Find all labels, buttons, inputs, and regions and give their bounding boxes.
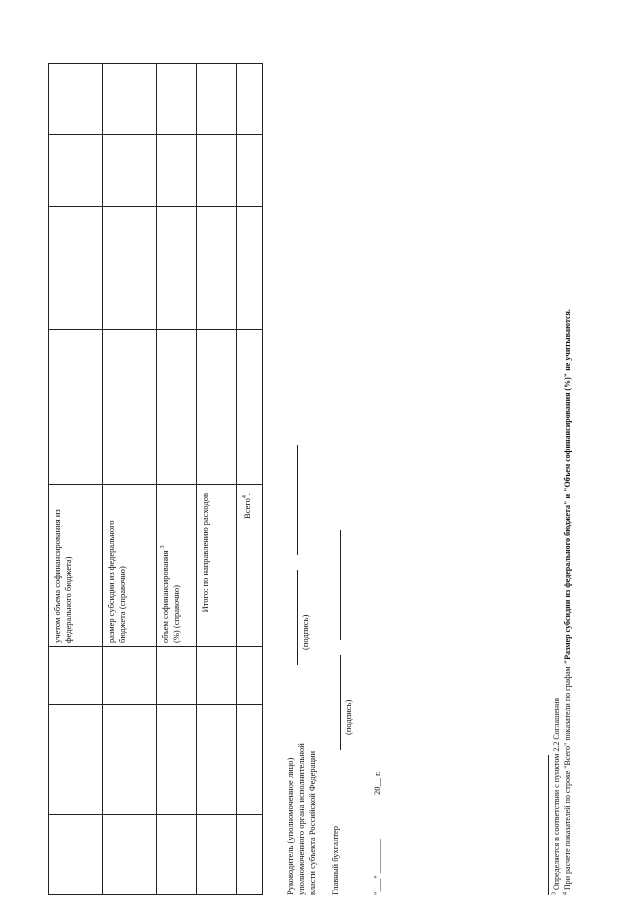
- table-column-divider: [48, 484, 263, 485]
- table-column-divider: [48, 646, 263, 647]
- table-row-divider: [196, 63, 197, 895]
- row-label-cofinancing-percent: объем софинансирования $^3$ (%) (справочно): [160, 545, 181, 643]
- name-line-1: [297, 445, 298, 555]
- table-column-divider: [48, 894, 263, 895]
- row-label-cofinancing: учетом объема софинансирования из федерального бюджета): [52, 509, 73, 643]
- subsidy-table: [48, 63, 263, 895]
- head-title-line-2: уполномоченного органа исполнительной: [296, 743, 306, 895]
- table-column-divider: [48, 814, 263, 815]
- signature-line-2: [340, 655, 341, 750]
- table-border-bottom: [262, 63, 263, 895]
- date-year: 20__ г.: [372, 771, 382, 795]
- table-column-divider: [48, 206, 263, 207]
- date-prefix: "___" ________: [372, 839, 382, 895]
- footnote-3: $^3$ Определяется в соответствии с пунктом 2.2 Соглашения: [551, 697, 561, 895]
- head-title-line-1: Руководитель (уполномоченное лицо): [285, 757, 295, 895]
- footnote-separator: [548, 755, 549, 895]
- table-row-divider: [236, 63, 237, 895]
- name-line-2: [340, 530, 341, 640]
- table-border-top: [48, 63, 49, 895]
- table-column-divider: [48, 329, 263, 330]
- row-label-grand-total: Всего$^4$.: [242, 493, 252, 519]
- table-column-divider: [48, 704, 263, 705]
- row-label-total-direction: Итого: по направлению расходов: [200, 493, 210, 613]
- signature-caption-2: (подпись): [343, 699, 353, 735]
- chief-accountant-label: Главный бухгалтер: [330, 825, 340, 895]
- signature-line-1: [297, 570, 298, 665]
- head-title-line-3: власти субъекта Российской Федерации: [307, 750, 317, 895]
- table-border-right: [48, 63, 263, 64]
- row-label-subsidy-size: размер субсидии из федерального бюджета (справочно): [106, 520, 127, 643]
- footnote-4: $^4$ При расчете показателей по строке "Всего" показатели по графам "Размер субсидии из федерального бюджета" и "Объем софинансирования (%)" не учитываются.: [562, 309, 572, 895]
- table-column-divider: [48, 134, 263, 135]
- table-row-divider: [102, 63, 103, 895]
- signature-caption-1: (подпись): [300, 614, 310, 650]
- table-row-divider: [156, 63, 157, 895]
